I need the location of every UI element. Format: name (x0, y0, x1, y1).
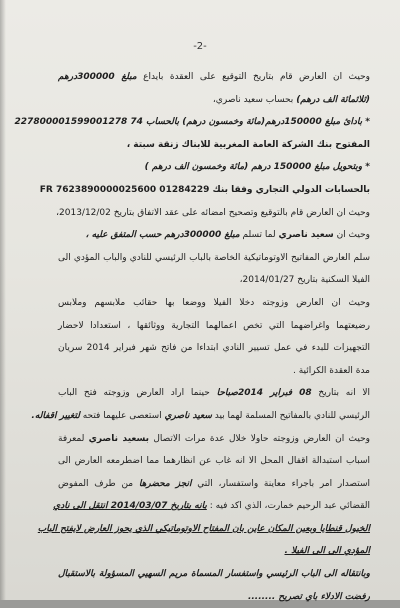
text-line (58, 224, 370, 247)
text-line (58, 269, 370, 292)
text-line (58, 156, 370, 179)
text-segment: وبانتقاله الى الباب الرئيسي واستفسار المسماة مريم السهيي المسؤولة بالاستقبال (58, 569, 370, 580)
text-line (37, 518, 370, 541)
text-line (58, 360, 370, 383)
text-segment: من طرف المفوض (58, 478, 139, 489)
text-segment: اسباب استبدالة اقفال المحل الا انه غاب عن انظارهما مما اضطرمعه العارض الى (58, 456, 370, 467)
text-segment: استعصى عليهما فتحه (79, 410, 165, 421)
text-line (58, 586, 370, 608)
text-line (58, 315, 370, 338)
text-segment: 227800001599001278 74 (14, 117, 143, 128)
text-segment: انجز محضرها (138, 478, 192, 489)
text-segment: رضيعتهما واغراضهما التي تخص اعمالهما التجارية ووثائقها ، استعدادا لاحضار (58, 320, 370, 331)
text-segment: بالحسابات الدولي التجاري وفقا بنك (209, 184, 370, 195)
text-line (58, 428, 370, 451)
document-body (14, 66, 370, 608)
text-segment: سعيد ناصري (164, 410, 212, 421)
text-segment: بانه بتاريخ 2014/03/07 انتقل الى نادي (53, 501, 207, 512)
text-segment: وحيث ان العارض وزوجته دخلا الفيلا ووضعا بها حقائب ملابسهم وملابس (58, 297, 370, 308)
text-segment: المفتوح بنك الشركة العامة المغربية للابناك زنقة سبتة ، (126, 139, 370, 150)
text-line (58, 337, 370, 360)
text-segment: * بادائ مبلغ 150000درهم(مائة وخمسون درهم) بالحساب (142, 117, 370, 128)
text-line (53, 495, 370, 518)
text-segment: ، (239, 275, 243, 286)
text-line (58, 134, 370, 157)
text-line (58, 563, 370, 586)
page-edge-shadow (0, 0, 6, 600)
text-segment: لمعرفة (58, 433, 89, 444)
text-segment: ، (56, 207, 60, 218)
text-segment: 2014/01/27 (242, 275, 295, 286)
text-line (58, 540, 370, 563)
text-segment: المؤدي الى الى الفيلا . (284, 546, 370, 557)
text-segment: بحساب سعيد ناصري، (212, 94, 297, 105)
text-line (58, 292, 370, 315)
text-segment: الا انه بتاريخ (311, 388, 370, 399)
text-line (58, 202, 370, 225)
text-segment: * وبتحويل مبلغ 150000 درهم (مائة وخمسون الف درهم ) (144, 162, 370, 173)
text-segment: وحيث ان (333, 230, 370, 241)
text-segment: رفضت الادلاء باي تصريح ........ (247, 591, 370, 602)
text-segment: التجهيزات للبدء في عمل تسيير النادي ابتداءا من فاتح شهر فبراير 2014 سريان (58, 343, 370, 354)
text-line (39, 179, 370, 202)
text-segment: مبلغ 300000درهم (58, 72, 137, 82)
text-segment: FR 7623890000025600 01284229 (39, 184, 210, 195)
text-segment: مبلغ 300000درهم حسب المتفق عليه ، (85, 230, 240, 241)
text-segment: استصدار امر باجراء معاينة واستفسار، التي (191, 478, 370, 489)
text-segment: حينما اراد العارض وزوجته فتح الباب (58, 388, 217, 399)
text-segment: وحيث ان العارض قام بتاريخ التوقيع على العقدة بايداع (136, 72, 370, 82)
text-line (58, 473, 370, 496)
text-segment: الخيول قنطايا وبعين المكان عاين بان المفتاح الاوتوماتيكي الذي يحوز العارض لايفتح الباب (37, 523, 370, 534)
text-segment: 2013/12/02 (59, 207, 111, 218)
text-segment: لما تسلم (239, 230, 279, 241)
text-segment: الرئيسي للنادي بالمفاتيح المسلمة لهما بيد (211, 410, 370, 421)
text-line (58, 89, 370, 112)
text-line (58, 450, 370, 473)
text-line (58, 66, 370, 89)
text-segment: الفيلا السكنية بتاريخ (294, 275, 370, 286)
text-segment: مدة العقدة الكرائية . (292, 365, 370, 376)
text-segment: بسعيد ناصري (88, 433, 150, 444)
text-segment: القضائي عبد الرحيم خمارت، الذي اكد فيه : (206, 501, 370, 512)
text-segment: وحيث ان العارض وزوجته حاولا خلال عدة مرات الاتصال (149, 433, 370, 444)
text-line (14, 111, 370, 134)
text-line (31, 405, 370, 428)
text-segment: 08 فبراير 2014صباحا (216, 388, 312, 399)
text-segment: لتغيير اقفاله. (31, 410, 80, 421)
text-segment: وحيث ان العارض قام بالتوقيع وتصحيح امضائه على عقد الاتفاق بتاريخ (110, 207, 370, 218)
text-segment: (ثلاثمائة الف درهم) (296, 94, 370, 105)
text-segment: سعيد ناصري (278, 230, 334, 241)
text-segment: سلم العارض المفاتيح الاوتوماتيكية الخاصة بالباب الرئيسي للنادي والباب المؤدي الى (58, 252, 370, 263)
text-line (58, 382, 370, 405)
page-number: -2- (193, 41, 207, 52)
text-line (58, 247, 370, 270)
